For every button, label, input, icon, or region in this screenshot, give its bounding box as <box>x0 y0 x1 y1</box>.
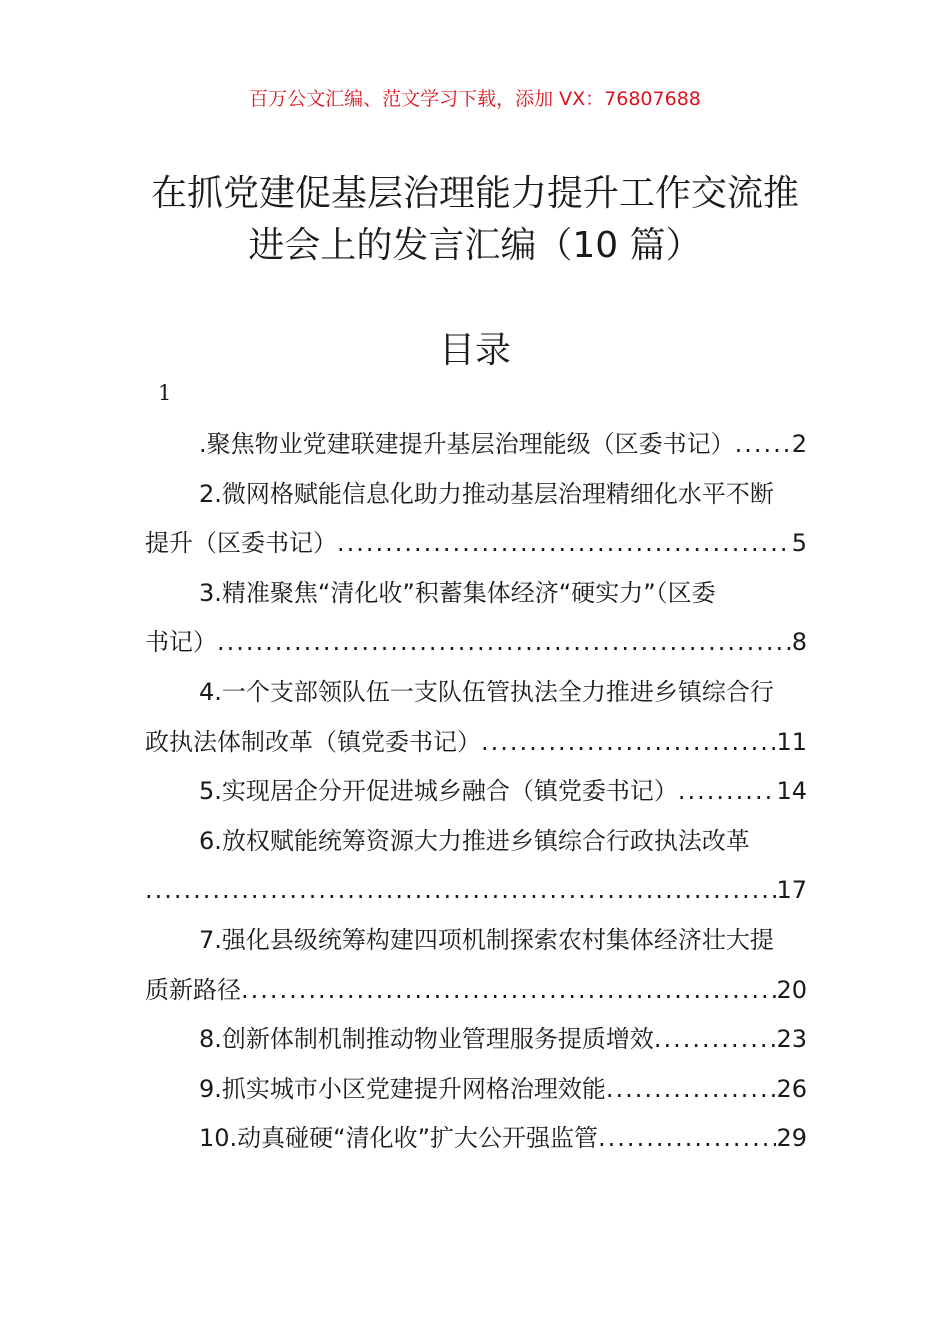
toc-entry-7[interactable] <box>145 916 807 1015</box>
toc-page-number: 2 <box>791 430 807 458</box>
toc-entry-1[interactable] <box>145 420 807 470</box>
document-title <box>110 168 840 272</box>
toc-page-number: 20 <box>776 975 807 1004</box>
toc-entry-title: 4.一个支部领队伍一支队伍管执法全力推进乡镇综合行 <box>199 677 774 706</box>
toc-leader-dots <box>241 966 776 1016</box>
toc-leader-dots <box>735 420 792 470</box>
toc-entry-title-cont: 提升（区委书记） <box>145 529 337 558</box>
toc-page-number: 29 <box>776 1124 807 1153</box>
toc-leader-dots <box>337 519 792 569</box>
toc-entry-title-cont: 书记） <box>145 628 217 657</box>
toc-leader-dots <box>606 1065 777 1115</box>
toc-entry-9[interactable] <box>145 1065 807 1115</box>
table-of-contents <box>145 420 807 1164</box>
toc-entry-title: .聚焦物业党建联建提升基层治理能级（区委书记） <box>199 430 735 458</box>
toc-page-number: 5 <box>791 529 807 558</box>
toc-entry-title: 8.创新体制机制推动物业管理服务提质增效 <box>199 1025 654 1054</box>
toc-leader-dots <box>654 1015 777 1065</box>
toc-entry-10[interactable] <box>145 1114 807 1164</box>
toc-marker: 1 <box>158 381 172 405</box>
title-line-1: 在抓党建促基层治理能力提升工作交流推 <box>150 173 799 214</box>
toc-page-number: 23 <box>776 1025 807 1054</box>
toc-entry-2[interactable] <box>145 470 807 569</box>
toc-entry-title: 9.抓实城市小区党建提升网格治理效能 <box>199 1074 606 1103</box>
toc-leader-dots <box>678 767 777 817</box>
toc-leader-dots <box>145 866 776 916</box>
toc-entry-title: 3.精准聚焦“清化收”积蓄集体经济“硬实力”（区委 <box>199 578 716 607</box>
toc-leader-dots <box>481 718 776 768</box>
toc-entry-title-cont: 质新路径 <box>145 975 241 1004</box>
toc-page-number: 11 <box>776 727 807 756</box>
toc-entry-5[interactable] <box>145 767 807 817</box>
toc-entry-title-cont: 政执法体制改革（镇党委书记） <box>145 727 481 756</box>
toc-entry-3[interactable] <box>145 569 807 668</box>
toc-page-number: 17 <box>776 876 807 905</box>
toc-entry-title: 2.微网格赋能信息化助力推动基层治理精细化水平不断 <box>199 479 774 508</box>
watermark-header: 百万公文汇编、范文学习下载，添加 VX：76807688 <box>249 88 701 110</box>
toc-entry-title: 7.强化县级统筹构建四项机制探索农村集体经济壮大提 <box>199 925 774 954</box>
toc-page-number: 8 <box>791 628 807 657</box>
toc-entry-6[interactable] <box>145 817 807 916</box>
toc-heading: 目录 <box>438 330 511 371</box>
toc-entry-4[interactable] <box>145 668 807 767</box>
toc-page-number: 26 <box>776 1074 807 1103</box>
toc-entry-title: 10.动真碰硬“清化收”扩大公开强监管 <box>199 1124 599 1153</box>
toc-entry-title: 5.实现居企分开促进城乡融合（镇党委书记） <box>199 777 678 806</box>
toc-leader-dots <box>598 1114 776 1164</box>
toc-page-number: 14 <box>776 777 807 806</box>
toc-entry-title: 6.放权赋能统筹资源大力推进乡镇综合行政执法改革 <box>199 826 750 855</box>
toc-leader-dots <box>217 618 792 668</box>
toc-entry-8[interactable] <box>145 1015 807 1065</box>
title-line-2: 进会上的发言汇编（10 篇） <box>248 225 702 266</box>
